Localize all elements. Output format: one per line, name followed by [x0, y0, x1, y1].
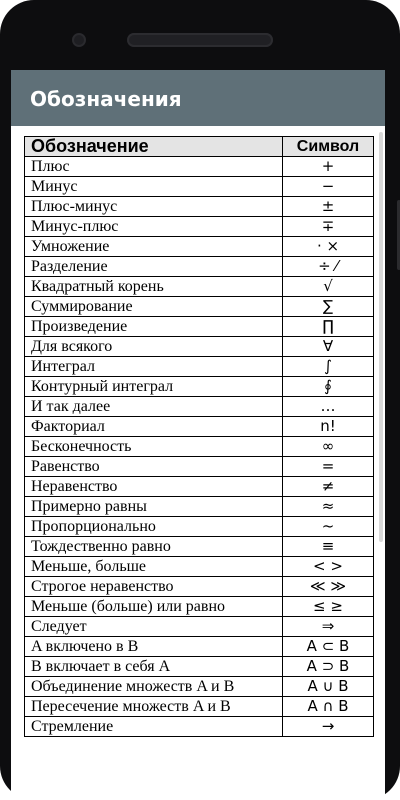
table-row	[25, 377, 374, 397]
table-row	[25, 277, 374, 297]
table-row	[25, 577, 374, 597]
notation-symbol: ∀	[283, 337, 374, 357]
notation-name: Интеграл	[25, 357, 283, 377]
notation-name: B включает в себя A	[25, 657, 283, 677]
notation-symbol: ≠	[283, 477, 374, 497]
notation-name: Умножение	[25, 237, 283, 257]
notation-name: Плюс	[25, 157, 283, 177]
earpiece-speaker	[127, 33, 273, 47]
front-camera-icon	[72, 33, 86, 47]
table-row	[25, 357, 374, 377]
notation-symbol: ∮	[283, 377, 374, 397]
notation-name: Разделение	[25, 257, 283, 277]
notation-name: Квадратный корень	[25, 277, 283, 297]
table-row	[25, 297, 374, 317]
table-row	[25, 637, 374, 657]
notation-name: Следует	[25, 617, 283, 637]
table-row	[25, 497, 374, 517]
table-row	[25, 417, 374, 437]
table-row	[25, 537, 374, 557]
notation-symbol: A ∪ B	[283, 677, 374, 697]
notation-symbol: =	[283, 457, 374, 477]
notation-name: Тождественно равно	[25, 537, 283, 557]
notation-symbol: ≪ ≫	[283, 577, 374, 597]
notation-name: Произведение	[25, 317, 283, 337]
table-row	[25, 317, 374, 337]
table-row	[25, 617, 374, 637]
notation-symbol: < >	[283, 557, 374, 577]
notation-name: Суммирование	[25, 297, 283, 317]
notation-symbol: A ∩ B	[283, 697, 374, 717]
notation-symbol: ÷ ⁄	[283, 257, 374, 277]
notation-symbol: ≈	[283, 497, 374, 517]
table-row	[25, 557, 374, 577]
notation-name: Минус-плюс	[25, 217, 283, 237]
table-row	[25, 717, 374, 737]
notation-name: Бесконечность	[25, 437, 283, 457]
table-row	[25, 677, 374, 697]
page-title: Обозначения	[30, 87, 182, 111]
table-row	[25, 477, 374, 497]
column-header-symbol: Символ	[283, 137, 374, 157]
notation-symbol: A ⊂ B	[283, 637, 374, 657]
table-row	[25, 237, 374, 257]
app-toolbar	[11, 70, 385, 126]
notation-symbol: +	[283, 157, 374, 177]
notation-symbol: →	[283, 717, 374, 737]
notation-symbol: ≡	[283, 537, 374, 557]
screen	[11, 70, 385, 800]
table-row	[25, 697, 374, 717]
table-row	[25, 157, 374, 177]
notation-symbol: ~	[283, 517, 374, 537]
notation-name: Стремление	[25, 717, 283, 737]
table-row	[25, 337, 374, 357]
notation-symbol: √	[283, 277, 374, 297]
notation-symbol: ≤ ≥	[283, 597, 374, 617]
table-row	[25, 457, 374, 477]
notation-symbol: ∫	[283, 357, 374, 377]
notation-name: Минус	[25, 177, 283, 197]
notation-symbol: …	[283, 397, 374, 417]
notation-name: Равенство	[25, 457, 283, 477]
notation-name: Контурный интеграл	[25, 377, 283, 397]
table-row	[25, 257, 374, 277]
notation-name: Объединение множеств A и B	[25, 677, 283, 697]
notation-name: Пропорционально	[25, 517, 283, 537]
table-row	[25, 657, 374, 677]
table-row	[25, 217, 374, 237]
table-row	[25, 437, 374, 457]
notation-name: И так далее	[25, 397, 283, 417]
column-header-name: Обозначение	[25, 137, 283, 157]
notation-name: Для всякого	[25, 337, 283, 357]
notation-name: Меньше (больше) или равно	[25, 597, 283, 617]
table-row	[25, 597, 374, 617]
notation-symbol: −	[283, 177, 374, 197]
notation-name: Пересечение множеств A и B	[25, 697, 283, 717]
notation-name: Меньше, больше	[25, 557, 283, 577]
symbols-table	[24, 136, 374, 737]
notation-name: A включено в B	[25, 637, 283, 657]
notation-symbol: ∑	[283, 297, 374, 317]
table-row	[25, 517, 374, 537]
table-row	[25, 197, 374, 217]
notation-name: Строгое неравенство	[25, 577, 283, 597]
scrollbar[interactable]	[379, 132, 383, 542]
top-bezel	[0, 0, 400, 70]
notation-symbol: ∏	[283, 317, 374, 337]
notation-symbol: ∓	[283, 217, 374, 237]
notation-symbol: · ×	[283, 237, 374, 257]
notation-symbol: A ⊃ B	[283, 657, 374, 677]
notation-name: Плюс-минус	[25, 197, 283, 217]
notation-name: Факториал	[25, 417, 283, 437]
notation-symbol: n!	[283, 417, 374, 437]
table-row	[25, 177, 374, 197]
table-header-row	[25, 137, 374, 157]
notation-name: Неравенство	[25, 477, 283, 497]
table-row	[25, 397, 374, 417]
notation-symbol: ⇒	[283, 617, 374, 637]
notation-symbol: ∞	[283, 437, 374, 457]
content-area[interactable]	[11, 126, 385, 800]
notation-symbol: ±	[283, 197, 374, 217]
notation-name: Примерно равны	[25, 497, 283, 517]
